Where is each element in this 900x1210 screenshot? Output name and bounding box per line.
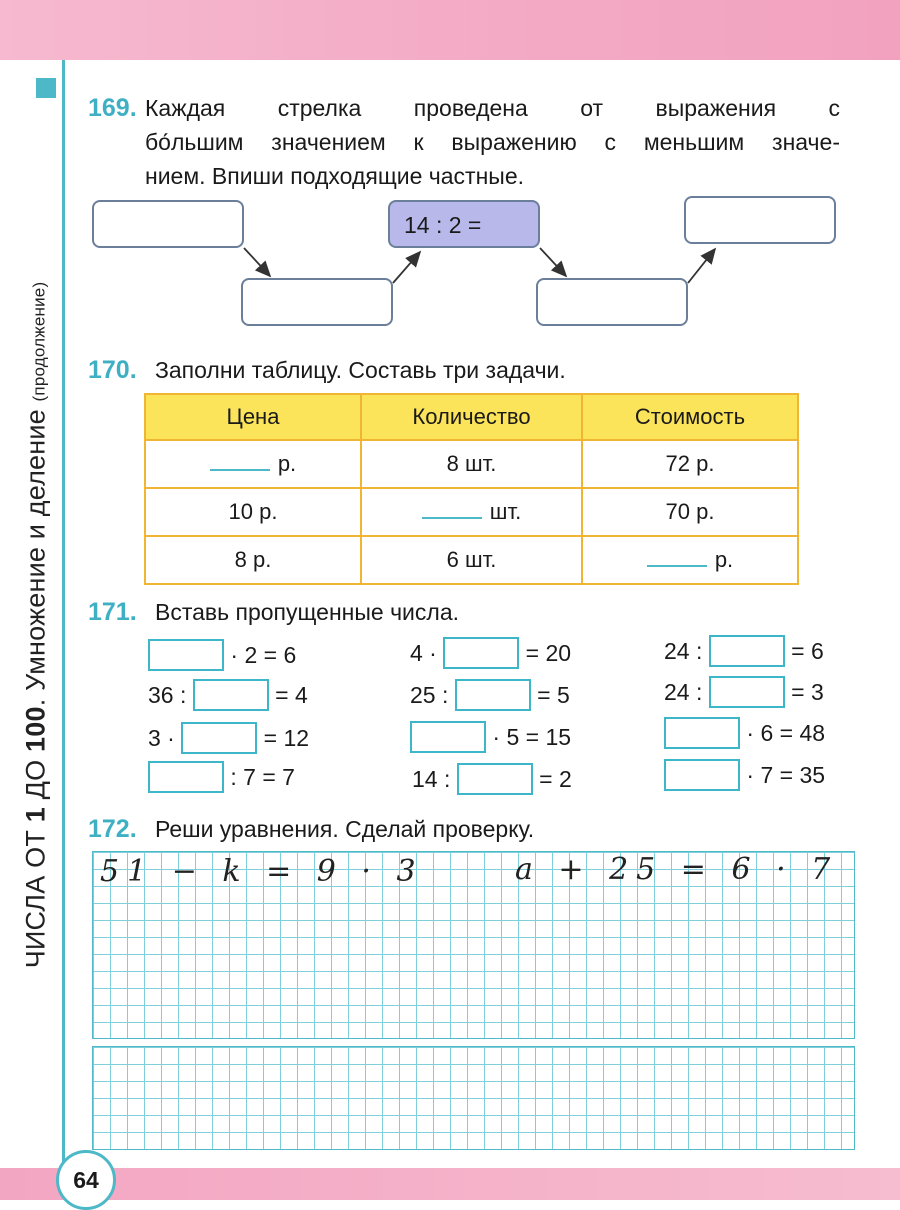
cell-text: р.: [714, 547, 734, 572]
cell-price: 10 р.: [145, 488, 361, 536]
arrow-3: [540, 248, 566, 276]
side-title-part1: ЧИСЛА ОТ: [20, 829, 51, 969]
cell-cost[interactable]: [582, 536, 798, 584]
equation-text: · 6 = 48: [746, 719, 826, 746]
cell-price[interactable]: [145, 440, 361, 488]
task-169-line3: нием. Впиши подходящие частные.: [145, 163, 525, 189]
task-172-number: 172.: [88, 815, 137, 843]
equation-text: 24 :: [664, 678, 703, 705]
header-quantity: Количество: [361, 394, 582, 440]
blank-line[interactable]: [422, 501, 482, 519]
equation-text: 25 :: [410, 681, 449, 708]
writing-grid-2[interactable]: [92, 1046, 855, 1150]
cell-cost: 72 р.: [582, 440, 798, 488]
equation-text: = 20: [525, 639, 572, 666]
task-169-number: 169.: [88, 94, 137, 122]
cell-quantity: 6 шт.: [361, 536, 582, 584]
task-172-text: Реши уравнения. Сделай проверку.: [155, 816, 535, 842]
equation-text: 36 :: [148, 681, 187, 708]
header-price: Цена: [145, 394, 361, 440]
blank-line[interactable]: [210, 453, 270, 471]
arrow-1: [244, 248, 270, 276]
equation: [410, 634, 571, 668]
cell-quantity: 8 шт.: [361, 440, 582, 488]
cell-text: р.: [277, 451, 297, 476]
side-title-sub: (продолжение): [29, 281, 49, 402]
arrow-2: [393, 252, 420, 283]
side-title-part2: ДО: [20, 759, 51, 800]
task-169-line1: Каждая стрелка проведена от выражения с: [145, 95, 840, 121]
price-table: [144, 393, 799, 585]
task-170-number: 170.: [88, 356, 137, 384]
expression-text: 14 : 2 =: [404, 212, 482, 238]
number-input-box[interactable]: [410, 721, 486, 753]
number-input-box[interactable]: [455, 679, 531, 711]
equation-text: 3 ·: [148, 724, 175, 751]
task-171-number: 171.: [88, 598, 137, 626]
equation-handwritten-1: 51 − k = 9 · 3: [100, 854, 424, 889]
equation: [148, 636, 296, 670]
equation: [410, 676, 570, 710]
number-input-box[interactable]: [709, 676, 785, 708]
header-cost: Стоимость: [582, 394, 798, 440]
equation-handwritten-2: a + 25 = 6 · 7: [515, 852, 839, 887]
table-row: [145, 488, 798, 536]
number-input-box[interactable]: [457, 763, 533, 795]
equation: [664, 714, 825, 748]
equation-text: : 7 = 7: [230, 763, 295, 790]
equation: [664, 632, 824, 666]
number-input-box[interactable]: [148, 761, 224, 793]
equation: [148, 758, 295, 792]
number-input-box[interactable]: [664, 717, 740, 749]
equation: [412, 760, 572, 794]
equation-text: · 2 = 6: [230, 641, 297, 668]
table-row: [145, 536, 798, 584]
equation-text: 4 ·: [410, 639, 437, 666]
cell-cost: 70 р.: [582, 488, 798, 536]
task-171-text: Вставь пропущенные числа.: [155, 599, 459, 625]
equation: [148, 719, 309, 753]
task-170-text: Заполни таблицу. Составь три задачи.: [155, 357, 566, 383]
number-input-box[interactable]: [664, 759, 740, 791]
cell-text: шт.: [489, 499, 522, 524]
number-input-box[interactable]: [148, 639, 224, 671]
side-title-part3: . Умножение и деление: [20, 409, 51, 707]
equation-text: = 6: [791, 637, 824, 664]
equation: [664, 756, 825, 790]
equation-text: · 7 = 35: [746, 761, 826, 788]
equation: [410, 718, 571, 752]
equation-text: = 5: [537, 681, 570, 708]
blank-line[interactable]: [647, 549, 707, 567]
arrow-4: [688, 249, 715, 283]
equation-text: = 2: [539, 765, 572, 792]
equation-text: 24 :: [664, 637, 703, 664]
equation: [148, 676, 308, 710]
number-input-box[interactable]: [181, 722, 257, 754]
equation-text: = 3: [791, 678, 824, 705]
task-169-line2: бо́льшим значением к выражению с меньшим значе-: [145, 129, 840, 155]
number-input-box[interactable]: [193, 679, 269, 711]
cell-quantity[interactable]: [361, 488, 582, 536]
equation: [664, 673, 824, 707]
equation-text: = 12: [263, 724, 310, 751]
equation-text: 14 :: [412, 765, 451, 792]
number-input-box[interactable]: [709, 635, 785, 667]
equation-text: = 4: [275, 681, 308, 708]
side-title-num2: 100: [20, 706, 51, 752]
equation-text: · 5 = 15: [492, 723, 572, 750]
table-row: [145, 440, 798, 488]
table-header-row: [145, 394, 798, 440]
side-title-num1: 1: [20, 807, 51, 823]
page-number: 64: [56, 1150, 116, 1210]
number-input-box[interactable]: [443, 637, 519, 669]
cell-price: 8 р.: [145, 536, 361, 584]
